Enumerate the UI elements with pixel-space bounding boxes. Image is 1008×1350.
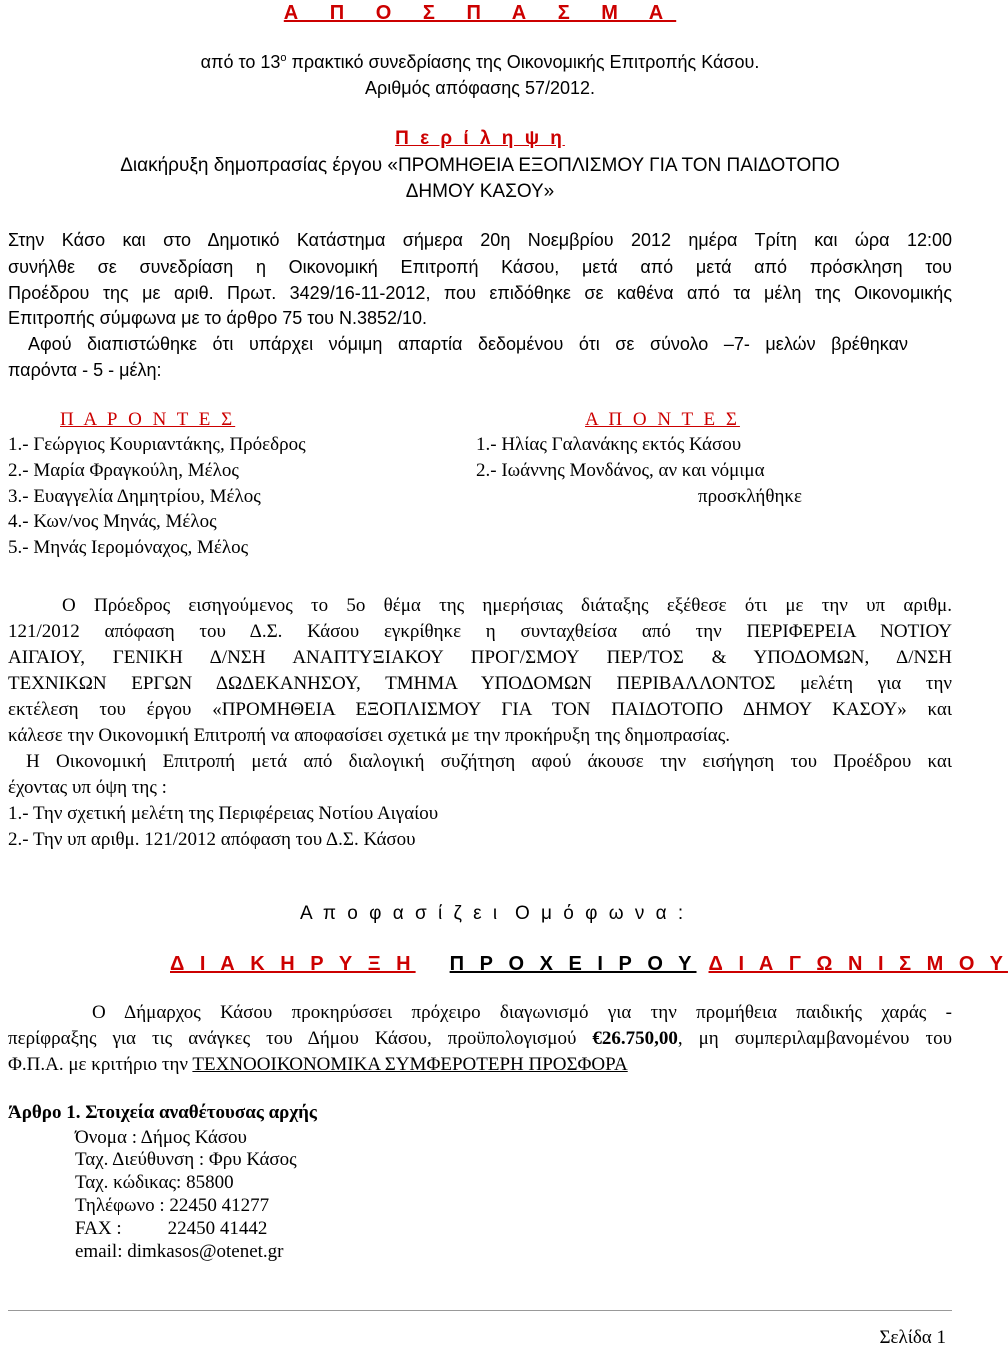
authority-name: Όνομα : Δήμος Κάσου (75, 1127, 247, 1148)
present-heading: Π Α Ρ Ο Ν Τ Ε Σ (60, 409, 236, 430)
page-number: Σελίδα 1 (879, 1327, 946, 1348)
announcement-word-3: Δ Ι Α Γ Ω Ν Ι Σ Μ Ο Υ (708, 953, 1008, 975)
announcement-word-1: Δ Ι Α Κ Η Ρ Υ Ξ Η (170, 953, 416, 975)
summary-heading: Π ε ρ ί λ η ψ η (395, 128, 565, 149)
absent-heading: Α Π Ο Ν Τ Ε Σ (585, 409, 740, 430)
absent-member-2: 2.- Ιωάννης Μονδάνος, αν και νόμιμα (476, 460, 765, 481)
present-member-5: 5.- Μηνάς Ιερομόναχος, Μέλος (8, 537, 249, 558)
decision-unanimously: Ο μ ό φ ω ν α : (515, 903, 687, 924)
present-member-3: 3.- Ευαγγελία Δημητρίου, Μέλος (8, 486, 261, 507)
footer-divider (8, 1310, 952, 1311)
fax-label: FAX : (75, 1218, 122, 1239)
meeting-reference (0, 52, 960, 73)
notice-line-2 (8, 1028, 952, 1050)
award-criterion: ΤΕΧΝΟΟΙΚΟΝΟΜΙΚΑ ΣΥΜΦΕΡΟΤΕΡΗ ΠΡΟΣΦΟΡΑ (192, 1054, 628, 1075)
intro-line-2: συνήλθε σε συνεδρίαση η Οικονομική Επιτροπή Κάσου, μετά από μετά από πρόσκληση του (8, 257, 952, 277)
considered-item-1: 1.- Την σχετική μελέτη της Περιφέρειας Νοτίου Αιγαίου (8, 803, 439, 824)
considered-item-2: 2.- Την υπ αριθμ. 121/2012 απόφαση του Δ.Σ. Κάσου (8, 829, 416, 850)
body-p2-line-1: Η Οικονομική Επιτροπή μετά από διαλογική συζήτηση αφού άκουσε την εισήγηση του Προέδρου και (26, 751, 952, 772)
fax-number: 22450 41442 (167, 1218, 268, 1239)
body-p1-line-6: κάλεσε την Οικονομική Επιτροπή να αποφασίσει σχετικά με την προκήρυξη της δημοπρασίας. (8, 725, 730, 746)
decision-number: Αριθμός απόφασης 57/2012. (364, 78, 596, 98)
authority-phone: Τηλέφωνο : 22450 41277 (75, 1195, 270, 1216)
body-p1-line-3: ΑΙΓΑΙΟΥ, ΓΕΝΙΚΗ Δ/ΝΣΗ ΑΝΑΠΤΥΞΙΑΚΟΥ ΠΡΟΓ/ΣΜΟΥ ΠΕΡ/ΤΟΣ & ΥΠΟΔΟΜΩΝ, Δ/ΝΣΗ (8, 647, 952, 668)
intro-line-1: Στην Κάσο και στο Δημοτικό Κατάστημα σήμερα 20η Νοεμβρίου 2012 ημέρα Τρίτη και ώρα 12:00 (8, 230, 952, 250)
authority-postcode: Ταχ. κώδικας: 85800 (75, 1172, 234, 1193)
present-member-4: 4.- Κων/νος Μηνάς, Μέλος (8, 511, 217, 532)
meeting-ref-sup: ο (280, 52, 287, 64)
document-title: Α Π Ο Σ Π Α Σ Μ Α (283, 2, 677, 24)
body-p1-line-1: Ο Πρόεδρος εισηγούμενος το 5ο θέμα της ημερήσιας διάταξης εξέθεσε ότι με την υπ αριθμ. (62, 595, 952, 616)
article-1-heading: Άρθρο 1. Στοιχεία αναθέτουσας αρχής (8, 1102, 317, 1123)
authority-fax (75, 1218, 267, 1240)
notice-line-3-pre: Φ.Π.Α. με κριτήριο την (8, 1054, 193, 1075)
authority-email: email: dimkasos@otenet.gr (75, 1241, 284, 1262)
decision-decides: Α π ο φ α σ ί ζ ε ι (300, 903, 501, 924)
intro-line-4: Επιτροπής σύμφωνα με το άρθρο 75 του Ν.3852/10. (8, 308, 428, 328)
intro-line-3: Προέδρου της με αριθ. Πρωτ. 3429/16-11-2012, που επιδόθηκε σε καθένα από τα μέλη της Οικονομικής (8, 283, 952, 303)
notice-line-1: Ο Δήμαρχος Κάσου προκηρύσσει πρόχειρο διαγωνισμό για την προμήθεια παιδικής χαράς - (92, 1002, 952, 1023)
budget-amount: €26.750,00 (592, 1028, 678, 1049)
notice-line-2-pre: περίφραξης για τις ανάγκες του Δήμου Κάσου, προϋπολογισμού (8, 1028, 593, 1049)
summary-line-1: Διακήρυξη δημοπρασίας έργου «ΠΡΟΜΗΘΕΙΑ ΕΞΟΠΛΙΣΜΟΥ ΓΙΑ ΤΟΝ ΠΑΙΔΟΤΟΠΟ (120, 155, 840, 176)
authority-address: Ταχ. Διεύθυνση : Φρυ Κάσος (75, 1149, 297, 1170)
notice-line-2-post: , μη συμπεριλαμβανομένου του (677, 1028, 952, 1049)
absent-member-2-cont: προσκλήθηκε (698, 486, 802, 507)
announcement-heading (170, 953, 1008, 976)
body-p1-line-2: 121/2012 απόφαση του Δ.Σ. Κάσου εγκρίθηκε η συνταχθείσα από την ΠΕΡΙΦΕΡΕΙΑ ΝΟΤΙΟΥ (8, 621, 952, 642)
body-p1-line-5: εκτέλεση του έργου «ΠΡΟΜΗΘΕΙΑ ΕΞΟΠΛΙΣΜΟΥ ΓΙΑ ΤΟΝ ΠΑΙΔΟΤΟΠΟ ΔΗΜΟΥ ΚΑΣΟΥ» και (8, 699, 952, 720)
meeting-ref-post: πρακτικό συνεδρίασης της Οικονομικής Επιτροπής Κάσου. (286, 52, 760, 72)
present-member-1: 1.- Γεώργιος Κουριαντάκης, Πρόεδρος (8, 434, 306, 455)
absent-member-1: 1.- Ηλίας Γαλανάκης εκτός Κάσου (476, 434, 742, 455)
announcement-word-2: Π Ρ Ο Χ Ε Ι Ρ Ο Υ (449, 953, 697, 975)
intro-line-5: Αφού διαπιστώθηκε ότι υπάρχει νόμιμη απαρτία δεδομένου ότι σε σύνολο –7- μελών βρέθηκαν (28, 334, 908, 354)
notice-line-3 (8, 1054, 628, 1076)
body-p1-line-4: ΤΕΧΝΙΚΩΝ ΕΡΓΩΝ ΔΩΔΕΚΑΝΗΣΟΥ, ΤΜΗΜΑ ΥΠΟΔΟΜΩΝ ΠΕΡΙΒΑΛΛΟΝΤΟΣ μελέτη για την (8, 673, 952, 694)
present-member-2: 2.- Μαρία Φραγκούλη, Μέλος (8, 460, 239, 481)
intro-line-6: παρόντα - 5 - μέλη: (8, 360, 162, 380)
body-p2-line-2: έχοντας υπ όψη της : (8, 777, 167, 798)
meeting-ref-pre: από το 13 (200, 52, 281, 72)
summary-line-2: ΔΗΜΟΥ ΚΑΣΟΥ» (405, 181, 555, 202)
